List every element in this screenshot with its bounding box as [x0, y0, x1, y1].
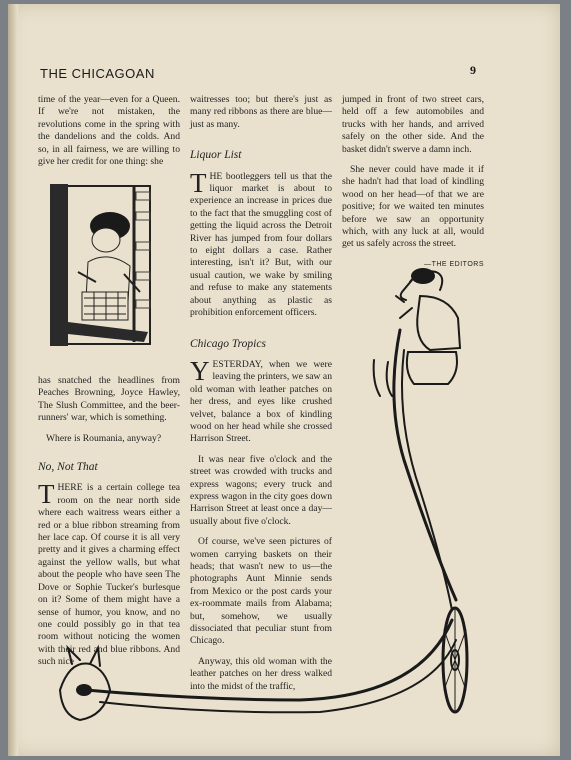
col1-after-image-paragraph: has snatched the headlines from Peaches Browning, Joyce Hawley, The Slush Committee, and the beer-runners' war, which is something.: [38, 375, 180, 424]
col3-paragraph-1: jumped in front of two street cars, held off a few automobiles and trucks with her hands, and arrived safely on the other side. And the basket didn't swerve a damn inch.: [342, 94, 484, 155]
no-not-that-body: HERE is a certain college tea room on the near north side where each waitress wears either a red or a blue ribbon streaming from her lace cap. Of course it is all very pretty and it gives a charming effect against the yellow walls, but what about the people who have seen The Dove or Sophie Tucker's burlesque on it? Some of them might have a sense of humor, you know, and no one could possibly go in that tea room without noticing the women with their red and blue ribbons. And such nice: [38, 482, 180, 668]
liquor-list-body: HE bootleggers tell us that the liquor market is about to experience an increase in prices due to the fact that the smuggling cost of getting the liquid across the Detroit River has jumped from four dollars to eight dollars a case. Rather interesting, isn't it? But, with our usual caution, we wake by smiling and refuse to make any statements about anything as plastic as prohibition enforcement officers.: [190, 170, 332, 319]
tropics-paragraph-3: Of course, we've seen pictures of women carrying baskets on their heads; that wasn't new to us—the photographs Aunt Minnie sends from Mexico or the post cards your ex-roommate mails from Alabama; but, somehow, we usually dissociated that peculiar stunt from Chicago.: [190, 536, 332, 647]
tropics-paragraph-4: Anyway, this old woman with the leather patches on her dress walked into the midst of the traffic,: [190, 655, 332, 692]
drop-cap: T: [190, 167, 207, 198]
section-title-liquor-list: Liquor List: [190, 149, 242, 162]
tropics-paragraph-2: It was near five o'clock and the street was crowded with trucks and express wagons; every truck and express wagon in the city goes down Harrison Street at least once a day—usually about five o'clock.: [190, 453, 332, 527]
col3-paragraph-2: She never could have made it if she hadn't had that load of kindling wood on her head—of that we are positive; for we waited ten minutes before we saw an opportunity which, with any luck at all, would get us safely across the street.: [342, 164, 484, 250]
roumania-paragraph: Where is Roumania, anyway?: [46, 432, 162, 444]
page-number: 9: [470, 63, 476, 77]
drop-cap: Y: [190, 355, 210, 386]
tropics-paragraph-1: ESTERDAY, when we were leaving the printers, we saw an old woman with leather patches on her dress, and eyes like crushed velvet, balance a box of kindling wood on her head while she crossed Harrison Street.: [190, 358, 332, 445]
drop-cap: T: [38, 479, 55, 510]
section-title-no-not-that: No, Not That: [38, 461, 98, 474]
col1-top-paragraph: time of the year—even for a Queen. If we're not mistaken, the revolutions come in the spring with the dandelions and the colds. And so, in all fairness, we are willing to give her credit for one thing: she: [38, 94, 180, 168]
col2-top-paragraph: waitresses too; but there's just as many red ribbons as there are blue—just as many.: [190, 94, 332, 130]
section-title-chicago-tropics: Chicago Tropics: [190, 337, 266, 350]
running-head: THE CHICAGOAN: [40, 66, 155, 81]
signature-the-editors: —THE EDITORS: [424, 260, 484, 268]
